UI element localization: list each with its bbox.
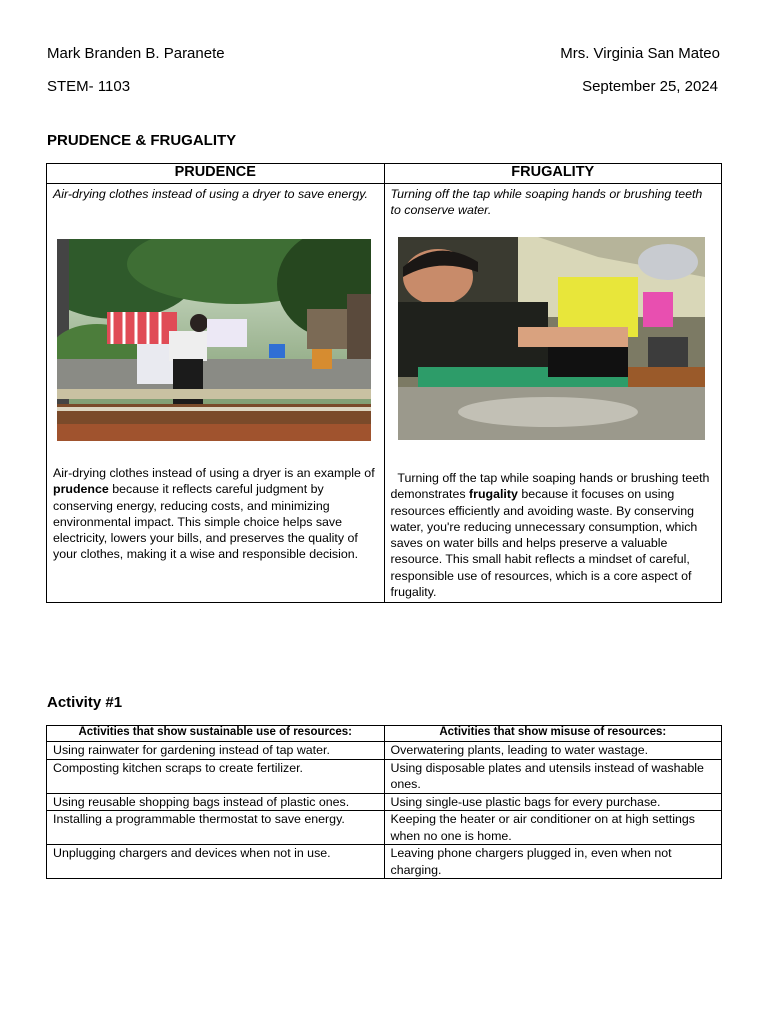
- table-row: [47, 759, 722, 793]
- misuse-cell: Overwatering plants, leading to water wastage.: [384, 742, 722, 760]
- misuse-cell: Keeping the heater or air conditioner on at high settings when no one is home.: [384, 811, 722, 845]
- frugality-keyword: frugality: [469, 487, 518, 502]
- prudence-text-end: because it reflects careful judgment by conserving energy, reducing costs, and minimizing environmental impact. This simple choice helps save electricity, lowers your bills, and preserves the quality of your clothes, making it a wise and responsible decision.: [53, 482, 359, 562]
- clothes-drying-photo: [57, 239, 371, 441]
- misuse-column-header: Activities that show misuse of resources:: [384, 726, 722, 742]
- prudence-text-start: Air-drying clothes instead of using a dryer is an example of: [53, 466, 375, 480]
- prudence-cell: [47, 184, 385, 603]
- sustainable-cell: Using reusable shopping bags instead of plastic ones.: [47, 793, 385, 811]
- date-label: September 25, 2024: [582, 78, 718, 95]
- sustainable-cell: Unplugging chargers and devices when not in use.: [47, 845, 385, 879]
- misuse-cell: Using single-use plastic bags for every purchase.: [384, 793, 722, 811]
- table-row: [47, 845, 722, 879]
- section-label: STEM- 1103: [47, 78, 131, 95]
- table-row: [47, 742, 722, 760]
- frugality-heading: FRUGALITY: [384, 164, 722, 184]
- prudence-explanation: [53, 465, 376, 563]
- teacher-name: Mrs. Virginia San Mateo: [560, 45, 720, 62]
- frugality-text-end: because it focuses on using resources efficiently and avoiding waste. By conserving water, you're reducing unnecessary consumption, which saves on water bills and helps preserve a valuable resource. This small habit reflects a mindset of careful, responsible use of resources, which is a core aspect of frugality.: [390, 487, 698, 600]
- sustainable-column-header: Activities that show sustainable use of resources:: [47, 726, 385, 742]
- tap-water-photo: [398, 237, 705, 440]
- activity-title: Activity #1: [47, 694, 123, 711]
- misuse-cell: Leaving phone chargers plugged in, even when not charging.: [384, 845, 722, 879]
- misuse-cell: Using disposable plates and utensils instead of washable ones.: [384, 759, 722, 793]
- frugality-explanation: [391, 470, 714, 600]
- sustainable-cell: Using rainwater for gardening instead of tap water.: [47, 742, 385, 760]
- prudence-caption: Air-drying clothes instead of using a dryer to save energy.: [53, 187, 368, 201]
- prudence-keyword: prudence: [53, 482, 109, 497]
- frugality-caption: Turning off the tap while soaping hands or brushing teeth to conserve water.: [390, 187, 703, 217]
- table-row: [47, 811, 722, 845]
- frugality-cell: [384, 184, 722, 603]
- frugality-text-start: Turning off the tap while soaping hands or brushing teeth demonstrates: [390, 471, 713, 502]
- activity-table: [46, 725, 722, 879]
- comparison-table: [46, 163, 722, 603]
- table-row: [47, 793, 722, 811]
- sustainable-cell: Installing a programmable thermostat to save energy.: [47, 811, 385, 845]
- section-title: PRUDENCE & FRUGALITY: [47, 132, 237, 149]
- sustainable-cell: Composting kitchen scraps to create fertilizer.: [47, 759, 385, 793]
- student-name: Mark Branden B. Paranete: [47, 45, 225, 62]
- prudence-heading: PRUDENCE: [47, 164, 385, 184]
